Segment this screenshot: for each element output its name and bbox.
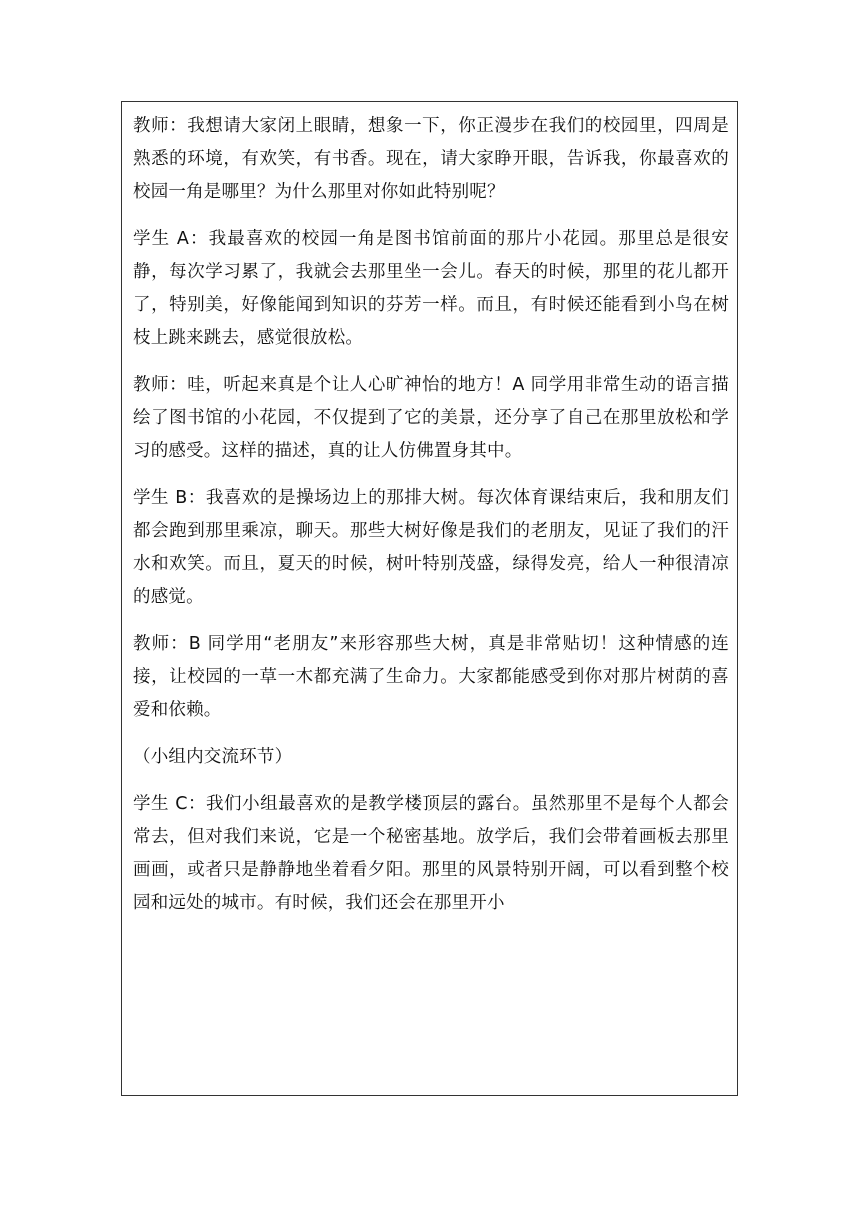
- teacher-opening-paragraph: 教师：我想请大家闭上眼睛，想象一下，你正漫步在我们的校园里，四周是熟悉的环境，有欢笑，有书香。现在，请大家睁开眼，告诉我，你最喜欢的校园一角是哪里？为什么那里对你如此特别呢？: [133, 116, 729, 202]
- dialogue-table-cell: [121, 101, 738, 1096]
- student-b-paragraph: 学生 B：我喜欢的是操场边上的那排大树。每次体育课结束后，我和朋友们都会跑到那里乘凉，聊天。那些大树好像是我们的老朋友，见证了我们的汗水和欢笑。而且，夏天的时候，树叶特别茂盛，绿得发亮，给人一种很清凉的感觉。: [133, 488, 729, 607]
- student-a-paragraph: 学生 A：我最喜欢的校园一角是图书馆前面的那片小花园。那里总是很安静，每次学习累了，我就会去那里坐一会儿。春天的时候，那里的花儿都开了，特别美，好像能闻到知识的芬芳一样。而且，有时候还能看到小鸟在树枝上跳来跳去，感觉很放松。: [133, 229, 729, 348]
- student-c-paragraph: 学生 C：我们小组最喜欢的是教学楼顶层的露台。虽然那里不是每个人都会常去，但对我们来说，它是一个秘密基地。放学后，我们会带着画板去那里画画，或者只是静静地坐着看夕阳。那里的风景特别开阔，可以看到整个校园和远处的城市。有时候，我们还会在那里开小: [133, 794, 729, 913]
- teacher-response-a-paragraph: 教师：哇，听起来真是个让人心旷神怡的地方！A 同学用非常生动的语言描绘了图书馆的小花园，不仅提到了它的美景，还分享了自己在那里放松和学习的感受。这样的描述，真的让人仿佛置身其中。: [133, 375, 729, 461]
- group-discussion-note: （小组内交流环节）: [133, 747, 293, 767]
- dialogue-content: [133, 110, 729, 934]
- teacher-response-b-paragraph: 教师：B 同学用“老朋友”来形容那些大树，真是非常贴切！这种情感的连接，让校园的一草一木都充满了生命力。大家都能感受到你对那片树荫的喜爱和依赖。: [133, 634, 729, 720]
